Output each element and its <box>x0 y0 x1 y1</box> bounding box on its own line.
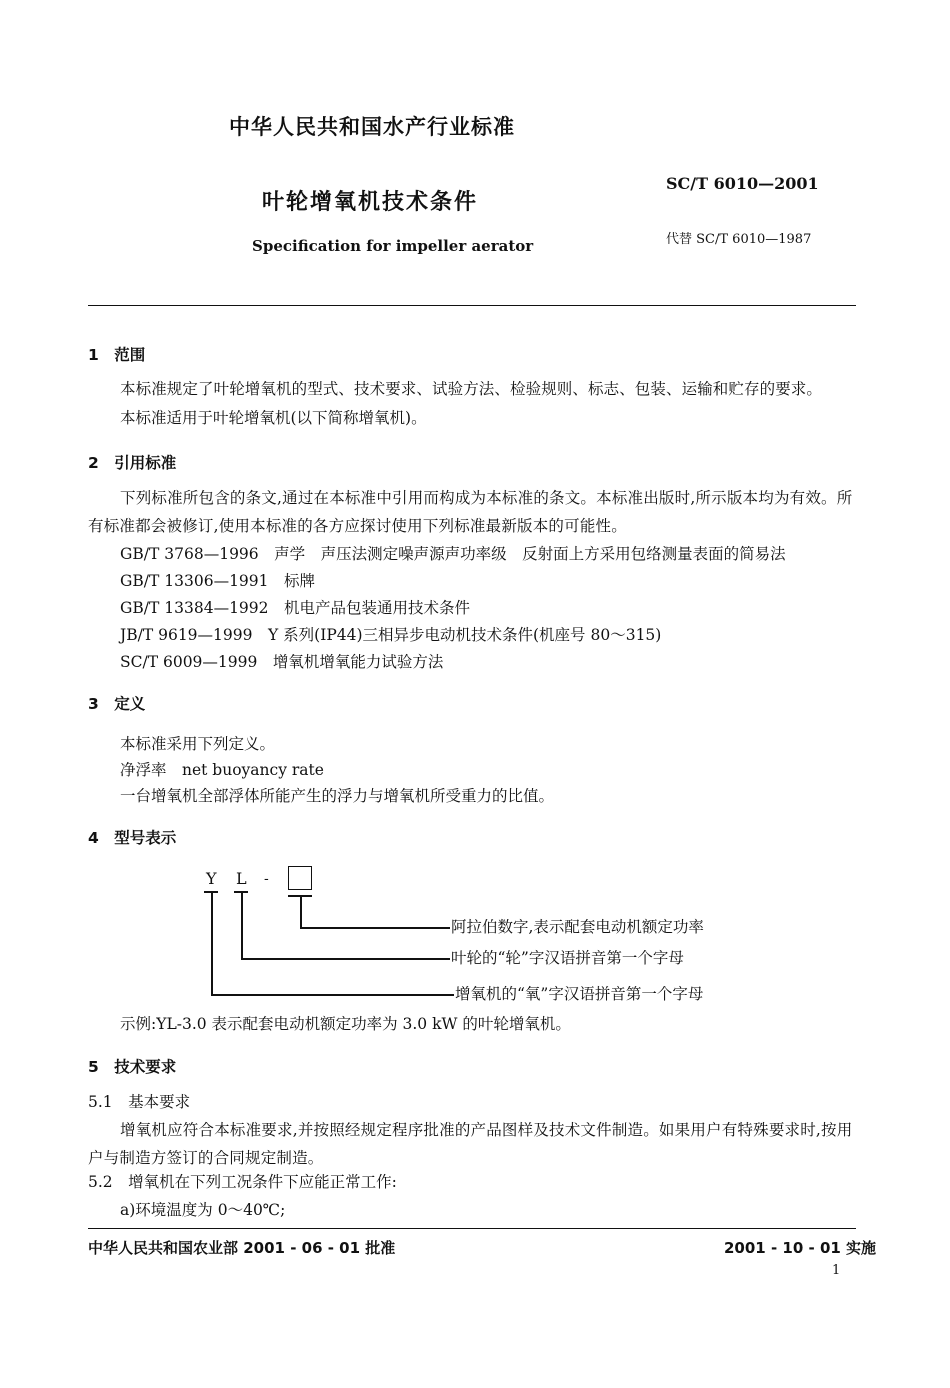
leader-box-horizontal <box>300 927 450 929</box>
code-letter-l: L <box>236 869 247 888</box>
org-title: 中华人民共和国水产行业标准 <box>229 115 515 139</box>
section-5-1-heading: 5.1 基本要求 <box>88 1093 191 1111</box>
reference-5: SC/T 6009—1999 增氧机增氧能力试验方法 <box>120 653 444 671</box>
section-1-heading: 1 范围 <box>88 346 146 364</box>
section-5-1-para: 增氧机应符合本标准要求,并按照经规定程序批准的产品图样及技术文件制造。如果用户有特殊要求时,按用户与制造方签订的合同规定制造。 <box>88 1121 853 1167</box>
code-letter-y: Y <box>206 869 217 888</box>
header-rule <box>88 305 856 306</box>
section-4-example: 示例:YL-3.0 表示配套电动机额定功率为 3.0 kW 的叶轮增氧机。 <box>120 1015 571 1033</box>
reference-1: GB/T 3768—1996 声学 声压法测定噪声源声功率级 反射面上方采用包络测量表面的简易法 <box>120 545 786 563</box>
label-power-digit: 阿拉伯数字,表示配套电动机额定功率 <box>451 918 704 936</box>
section-3-para-1: 本标准采用下列定义。 <box>120 735 276 753</box>
leader-l-horizontal <box>241 958 450 960</box>
leader-l-vertical <box>241 892 243 959</box>
section-1-para-2: 本标准适用于叶轮增氧机(以下简称增氧机)。 <box>120 409 427 427</box>
replaces-note: 代替 SC/T 6010—1987 <box>666 232 812 247</box>
footer-rule <box>88 1228 856 1229</box>
section-5-heading: 5 技术要求 <box>88 1058 177 1076</box>
implementation-line: 2001 - 10 - 01 实施 <box>724 1239 877 1257</box>
code-dash: - <box>264 871 269 887</box>
section-3-heading: 3 定义 <box>88 695 146 713</box>
section-2-para-1: 下列标准所包含的条文,通过在本标准中引用而构成为本标准的条文。本标准出版时,所示版本均为有效。所有标准都会被修订,使用本标准的各方应探讨使用下列标准最新版本的可能性。 <box>88 489 853 535</box>
section-3-definition: 一台增氧机全部浮体所能产生的浮力与增氧机所受重力的比值。 <box>120 787 555 805</box>
section-3-term: 净浮率 net buoyancy rate <box>120 761 324 779</box>
doc-title: 叶轮增氧机技术条件 <box>262 190 479 215</box>
leader-y-horizontal <box>211 994 454 996</box>
approval-line: 中华人民共和国农业部 2001 - 06 - 01 批准 <box>88 1239 396 1257</box>
reference-3: GB/T 13384—1992 机电产品包装通用技术条件 <box>120 599 471 617</box>
label-yang-letter: 增氧机的“氧”字汉语拼音第一个字母 <box>455 985 704 1003</box>
leader-box-vertical <box>300 896 302 928</box>
section-5-2-heading: 5.2 增氧机在下列工况条件下应能正常工作: <box>88 1173 397 1191</box>
section-4-heading: 4 型号表示 <box>88 829 177 847</box>
code-number-box <box>288 866 312 890</box>
reference-2: GB/T 13306—1991 标牌 <box>120 572 316 590</box>
reference-4: JB/T 9619—1999 Y 系列(IP44)三相异步电动机技术条件(机座号 80～315) <box>120 626 662 644</box>
page-number: 1 <box>832 1263 841 1278</box>
doc-title-en: Specification for impeller aerator <box>252 237 534 255</box>
section-5-2-item-a: a)环境温度为 0～40℃; <box>120 1201 286 1219</box>
standard-number: SC/T 6010—2001 <box>666 174 819 193</box>
section-1-para-1: 本标准规定了叶轮增氧机的型式、技术要求、试验方法、检验规则、标志、包装、运输和贮存的要求。 <box>120 380 823 398</box>
section-2-heading: 2 引用标准 <box>88 454 177 472</box>
leader-y-vertical <box>211 892 213 995</box>
label-lun-letter: 叶轮的“轮”字汉语拼音第一个字母 <box>451 949 684 967</box>
